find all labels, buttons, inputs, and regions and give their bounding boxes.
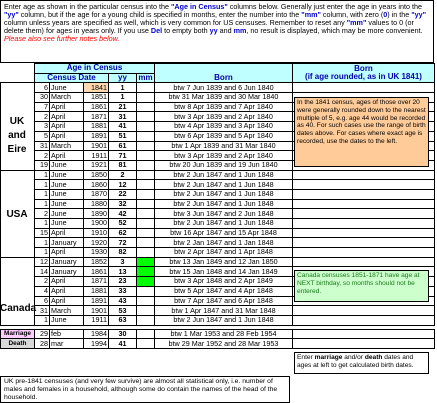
born-range: btw 7 Jun 1839 and 6 Jun 1840 xyxy=(155,83,293,93)
census-day-input[interactable]: 2 xyxy=(35,277,50,287)
mm-header: mm xyxy=(138,73,153,83)
born-range: btw 5 Apr 1847 and 4 Apr 1848 xyxy=(155,286,293,296)
census-row xyxy=(1,257,435,267)
census-month-input[interactable]: feb xyxy=(50,329,84,339)
census-year-input[interactable]: 1891 xyxy=(84,296,109,306)
census-month-input[interactable]: April xyxy=(50,112,84,122)
age-years-input[interactable]: 41 xyxy=(109,122,137,132)
age-months-input[interactable] xyxy=(137,141,155,151)
census-row xyxy=(1,228,435,238)
census-month-input[interactable]: June xyxy=(50,315,84,325)
age-years-input[interactable]: 62 xyxy=(109,228,137,238)
age-years-input[interactable]: 51 xyxy=(109,131,137,141)
group-label-usa: USA xyxy=(6,209,28,220)
census-day-input[interactable]: 6 xyxy=(35,296,50,306)
age-years-input[interactable]: 71 xyxy=(109,151,137,161)
born-rounded-cell xyxy=(293,329,435,339)
intro-text: column, with zero ( xyxy=(320,10,384,19)
census-month-input[interactable]: March xyxy=(50,93,84,103)
born-range: btw 6 Apr 1839 and 5 Apr 1840 xyxy=(155,131,293,141)
age-months-input[interactable] xyxy=(137,306,155,316)
census-row xyxy=(1,248,435,258)
census-day-input[interactable]: 2 xyxy=(35,151,50,161)
census-month-input[interactable]: March xyxy=(50,306,84,316)
born-rounded-cell xyxy=(293,209,435,219)
census-day-input[interactable]: 1 xyxy=(35,189,50,199)
death-label: Death xyxy=(1,339,35,349)
census-day-input[interactable]: 12 xyxy=(35,257,50,267)
census-month-input[interactable]: April xyxy=(50,131,84,141)
age-years-input[interactable]: 52 xyxy=(109,219,137,229)
born-rounded-subtitle: (if age rounded, as in UK 1841) xyxy=(305,72,422,82)
census-month-input[interactable]: April xyxy=(50,277,84,287)
intro-highlight: "mm" xyxy=(346,18,367,27)
age-months-input[interactable] xyxy=(137,180,155,190)
census-year-input[interactable]: 1871 xyxy=(84,277,109,287)
born-range: btw 3 Apr 1839 and 2 Apr 1840 xyxy=(155,151,293,161)
age-months-input[interactable] xyxy=(137,160,155,170)
events-note-text: Enter xyxy=(297,354,315,361)
events-note-text: and/or xyxy=(342,354,365,361)
intro-text: column, but if the age for a young child is specified in months, enter the number into the xyxy=(18,10,302,19)
age-years-input[interactable]: 31 xyxy=(109,112,137,122)
age-years-input[interactable]: 43 xyxy=(109,296,137,306)
born-range: btw 13 Jan 1849 and 12 Jan 1850 xyxy=(155,257,293,267)
census-year-input[interactable]: 1861 xyxy=(84,102,109,112)
census-day-input[interactable]: 6 xyxy=(35,83,50,93)
born-range: btw 2 Jan 1847 and 1 Jan 1848 xyxy=(155,238,293,248)
census-row xyxy=(1,238,435,248)
age-months-input[interactable] xyxy=(137,112,155,122)
census-day-input[interactable]: 4 xyxy=(35,286,50,296)
census-row xyxy=(1,180,435,190)
born-range: btw 31 Mar 1839 and 30 Mar 1840 xyxy=(155,93,293,103)
intro-highlight: yy xyxy=(209,26,218,35)
census-month-input[interactable]: January xyxy=(50,238,84,248)
age-months-input[interactable] xyxy=(137,329,155,339)
intro-highlight: "mm" xyxy=(301,10,321,19)
census-row xyxy=(1,170,435,180)
intro-highlight: Del xyxy=(150,26,163,35)
age-years-input[interactable]: 33 xyxy=(109,286,137,296)
born-rounded-cell xyxy=(293,219,435,229)
census-row xyxy=(1,315,435,325)
census-year-input[interactable]: 1861 xyxy=(84,267,109,277)
age-months-input[interactable] xyxy=(137,315,155,325)
events-note-death: death xyxy=(364,354,383,361)
census-year-input[interactable]: 1860 xyxy=(84,180,109,190)
age-years-input[interactable]: 12 xyxy=(109,180,137,190)
census-year-input[interactable]: 1994 xyxy=(84,339,109,349)
born-rounded-cell xyxy=(293,199,435,209)
age-months-input[interactable] xyxy=(137,151,155,161)
census-day-input[interactable]: 1 xyxy=(35,238,50,248)
census-month-input[interactable]: June xyxy=(50,219,84,229)
census-year-input[interactable]: 1920 xyxy=(84,238,109,248)
age-months-input[interactable] xyxy=(137,199,155,209)
census-year-input[interactable]: 1901 xyxy=(84,141,109,151)
intro-text: column unless years are specified as well, which is very common for US censuses. Remember to reset any xyxy=(4,18,347,27)
census-month-input[interactable]: April xyxy=(50,122,84,132)
age-years-input[interactable]: 1 xyxy=(109,93,137,103)
intro-text: to empty both xyxy=(162,26,210,35)
intro-highlight: "yy" xyxy=(4,10,19,19)
census-day-input[interactable]: 2 xyxy=(35,112,50,122)
born-range: btw 2 Jun 1847 and 1 Jun 1848 xyxy=(155,219,293,229)
census-day-input[interactable]: 3 xyxy=(35,122,50,132)
born-range: btw 8 Apr 1839 and 7 Apr 1840 xyxy=(155,102,293,112)
events-note-marriage: marriage xyxy=(314,354,343,361)
yy-header: yy xyxy=(109,73,137,83)
age-years-input[interactable]: 42 xyxy=(109,209,137,219)
census-row xyxy=(1,199,435,209)
born-range: btw 2 Jun 1847 and 1 Jun 1848 xyxy=(155,199,293,209)
born-range: btw 29 Mar 1952 and 28 Mar 1953 xyxy=(155,339,293,349)
census-month-input[interactable]: April xyxy=(50,248,84,258)
census-month-input[interactable]: January xyxy=(50,257,84,267)
census-month-input[interactable]: April xyxy=(50,151,84,161)
born-range: btw 3 Apr 1848 and 2 Apr 1849 xyxy=(155,277,293,287)
born-rounded-cell xyxy=(293,228,435,238)
census-month-input[interactable]: April xyxy=(50,296,84,306)
census-month-input[interactable]: January xyxy=(50,267,84,277)
census-month-input[interactable]: June xyxy=(50,160,84,170)
age-months-input[interactable] xyxy=(137,102,155,112)
age-months-input[interactable] xyxy=(137,93,155,103)
group-label-uk: UK and Eire xyxy=(7,116,27,155)
census-year-input[interactable]: 1911 xyxy=(84,315,109,325)
born-rounded-cell xyxy=(293,189,435,199)
born-range: btw 15 Jan 1848 and 14 Jan 1849 xyxy=(155,267,293,277)
born-range: btw 4 Apr 1839 and 3 Apr 1840 xyxy=(155,122,293,132)
census-year-input[interactable]: 1930 xyxy=(84,248,109,258)
age-years-input[interactable]: 1 xyxy=(109,83,137,93)
age-months-input[interactable] xyxy=(137,122,155,132)
census-year-input[interactable]: 1984 xyxy=(84,329,109,339)
instructions-panel xyxy=(0,0,434,63)
age-years-input[interactable]: 22 xyxy=(109,189,137,199)
events-note xyxy=(294,352,429,374)
age-months-input[interactable] xyxy=(137,83,155,93)
census-day-input[interactable]: 14 xyxy=(35,267,50,277)
census-year-input[interactable]: 1851 xyxy=(84,93,109,103)
census-row xyxy=(1,306,435,316)
census-day-input[interactable]: 1 xyxy=(35,199,50,209)
census-month-input[interactable]: June xyxy=(50,189,84,199)
born-header: Born xyxy=(155,64,293,83)
census-year-input[interactable]: 1880 xyxy=(84,199,109,209)
census-day-input[interactable]: 28 xyxy=(35,339,50,349)
census-year-input[interactable]: 1901 xyxy=(84,306,109,316)
census-month-input[interactable]: June xyxy=(50,199,84,209)
events-note-text: dates and ages at left to get calculated birth dates. xyxy=(297,354,414,369)
census-row xyxy=(1,219,435,229)
age-months-input[interactable] xyxy=(137,170,155,180)
census-year-input[interactable]: 1900 xyxy=(84,219,109,229)
born-range: btw 2 Jun 1847 and 1 Jun 1848 xyxy=(155,315,293,325)
age-months-input[interactable] xyxy=(137,286,155,296)
group-label-canada: Canada xyxy=(0,303,37,314)
born-range: btw 3 Apr 1839 and 2 Apr 1840 xyxy=(155,112,293,122)
intro-highlight: "Age in Census" xyxy=(171,2,228,11)
census-date-header: Census Date xyxy=(35,73,109,83)
footer-note: UK pre-1841 censuses (and very few survive) are almost all statistical only, i.e. number of males and females in a household, although some do contain the names of the head of the household. xyxy=(0,376,290,403)
death-row xyxy=(1,339,435,349)
census-day-input[interactable]: 5 xyxy=(35,131,50,141)
intro-text: ) in the xyxy=(387,10,412,19)
born-range: btw 2 Jun 1847 and 1 Jun 1848 xyxy=(155,170,293,180)
census-year-input[interactable]: 1871 xyxy=(84,112,109,122)
age-months-input[interactable] xyxy=(137,257,155,267)
age-months-input[interactable] xyxy=(137,209,155,219)
age-months-input[interactable] xyxy=(137,339,155,349)
census-year-input[interactable]: 1921 xyxy=(84,160,109,170)
age-years-input[interactable]: 72 xyxy=(109,238,137,248)
age-years-input[interactable]: 61 xyxy=(109,141,137,151)
born-rounded-cell xyxy=(293,257,435,267)
marriage-label: Marriage xyxy=(1,329,35,339)
census-month-input[interactable]: June xyxy=(50,170,84,180)
age-months-input[interactable] xyxy=(137,238,155,248)
born-rounded-cell xyxy=(293,306,435,316)
age-years-input[interactable]: 3 xyxy=(109,257,137,267)
census-year-input[interactable]: 1910 xyxy=(84,228,109,238)
census-year-input[interactable]: 1881 xyxy=(84,286,109,296)
born-range: btw 2 Apr 1847 and 1 Apr 1848 xyxy=(155,248,293,258)
intro-text: , no result is displayed, which may be more convenient. xyxy=(246,26,423,35)
intro-highlight: mm xyxy=(233,26,247,35)
census-month-input[interactable]: April xyxy=(50,228,84,238)
census-day-input[interactable]: 2 xyxy=(35,209,50,219)
census-month-input[interactable]: June xyxy=(50,209,84,219)
census-day-input[interactable]: 31 xyxy=(35,306,50,316)
census-day-input[interactable]: 1 xyxy=(35,180,50,190)
born-range: btw 2 Jun 1847 and 1 Jun 1848 xyxy=(155,189,293,199)
census-day-input[interactable]: 31 xyxy=(35,141,50,151)
census-day-input[interactable]: 19 xyxy=(35,160,50,170)
census-month-input[interactable]: June xyxy=(50,83,84,93)
age-years-input[interactable]: 32 xyxy=(109,199,137,209)
census-month-input[interactable]: April xyxy=(50,102,84,112)
age-months-input[interactable] xyxy=(137,248,155,258)
intro-text: Enter age as shown in the particular census into the xyxy=(4,2,172,11)
census-year-input[interactable]: 1870 xyxy=(84,189,109,199)
age-years-input[interactable]: 63 xyxy=(109,315,137,325)
born-rounded-cell xyxy=(293,83,435,93)
country-header xyxy=(1,64,35,83)
census-month-input[interactable]: June xyxy=(50,180,84,190)
born-range: btw 7 Apr 1847 and 6 Apr 1848 xyxy=(155,296,293,306)
census-year-input[interactable]: 1911 xyxy=(84,151,109,161)
born-rounded-cell xyxy=(293,248,435,258)
born-range: btw 1 Apr 1847 and 31 Mar 1848 xyxy=(155,306,293,316)
age-months-input[interactable] xyxy=(137,267,155,277)
census-year-input[interactable]: 1852 xyxy=(84,257,109,267)
born-rounded-cell xyxy=(293,339,435,349)
census-day-input[interactable]: 15 xyxy=(35,228,50,238)
born-rounded-cell xyxy=(293,238,435,248)
age-years-input[interactable]: 13 xyxy=(109,267,137,277)
marriage-row xyxy=(1,329,435,339)
age-months-input[interactable] xyxy=(137,228,155,238)
uk-rounding-note: In the 1841 census, ages of those over 20 were generally rounded down to the nearest multiple of 5, e.g. age 44 would be recorded as 40. For such cases use the range of birth dates above. For cases where exact age is recorded, use the dates to the left. xyxy=(294,97,429,167)
census-day-input[interactable]: 29 xyxy=(35,329,50,339)
intro-highlight: 0 xyxy=(383,10,388,19)
born-range: btw 1 Mar 1953 and 28 Feb 1954 xyxy=(155,329,293,339)
born-rounded-header xyxy=(293,64,435,83)
intro-text: values to 0 (or delete them) for ages in years only. If you use xyxy=(4,18,414,35)
born-rounded-title: Born xyxy=(354,64,373,74)
census-year-input[interactable]: 1850 xyxy=(84,170,109,180)
census-day-input[interactable]: 1 xyxy=(35,248,50,258)
census-row xyxy=(1,189,435,199)
intro-text: and xyxy=(217,26,234,35)
census-day-input[interactable]: 1 xyxy=(35,170,50,180)
age-months-input[interactable] xyxy=(137,296,155,306)
census-day-input[interactable]: 1 xyxy=(35,315,50,325)
age-years-input[interactable]: 53 xyxy=(109,306,137,316)
age-years-input[interactable]: 81 xyxy=(109,160,137,170)
age-years-input[interactable]: 23 xyxy=(109,277,137,287)
canada-note: Canada censuses 1851-1871 have age at NEXT birthday, so months should not be entered. xyxy=(294,270,429,302)
group-label-cell xyxy=(1,257,35,325)
census-month-input[interactable]: April xyxy=(50,286,84,296)
census-year-input[interactable]: 1891 xyxy=(84,131,109,141)
census-day-input[interactable]: 7 xyxy=(35,102,50,112)
intro-highlight: "yy" xyxy=(411,10,427,19)
age-months-input[interactable] xyxy=(137,131,155,141)
intro-text: columns below. Generally just enter the age in years into the xyxy=(227,2,422,11)
age-months-input[interactable] xyxy=(137,277,155,287)
age-years-input[interactable]: 41 xyxy=(109,339,137,349)
age-months-input[interactable] xyxy=(137,219,155,229)
census-day-input[interactable]: 1 xyxy=(35,219,50,229)
census-month-input[interactable]: mar xyxy=(50,339,84,349)
born-range: btw 2 Jun 1847 and 1 Jun 1848 xyxy=(155,180,293,190)
census-day-input[interactable]: 30 xyxy=(35,93,50,103)
census-row xyxy=(1,209,435,219)
census-row xyxy=(1,83,435,93)
age-years-input[interactable]: 21 xyxy=(109,102,137,112)
born-rounded-cell xyxy=(293,315,435,325)
age-months-input[interactable] xyxy=(137,189,155,199)
age-years-input[interactable]: 30 xyxy=(109,329,137,339)
born-rounded-cell xyxy=(293,180,435,190)
census-year-input[interactable]: 1881 xyxy=(84,122,109,132)
born-range: btw 1 Apr 1839 and 31 Mar 1840 xyxy=(155,141,293,151)
age-years-input[interactable]: 2 xyxy=(109,170,137,180)
further-notes-link: Please also see further notes below. xyxy=(4,34,120,43)
born-range: btw 20 Jun 1839 and 19 Jun 1840 xyxy=(155,160,293,170)
census-year-input[interactable]: 1841 xyxy=(84,83,109,93)
born-rounded-cell xyxy=(293,170,435,180)
born-range: btw 3 Jun 1847 and 2 Jun 1848 xyxy=(155,209,293,219)
age-in-census-header: Age in Census xyxy=(35,64,155,74)
census-month-input[interactable]: March xyxy=(50,141,84,151)
age-years-input[interactable]: 82 xyxy=(109,248,137,258)
born-range: btw 16 Apr 1847 and 15 Apr 1848 xyxy=(155,228,293,238)
census-year-input[interactable]: 1890 xyxy=(84,209,109,219)
